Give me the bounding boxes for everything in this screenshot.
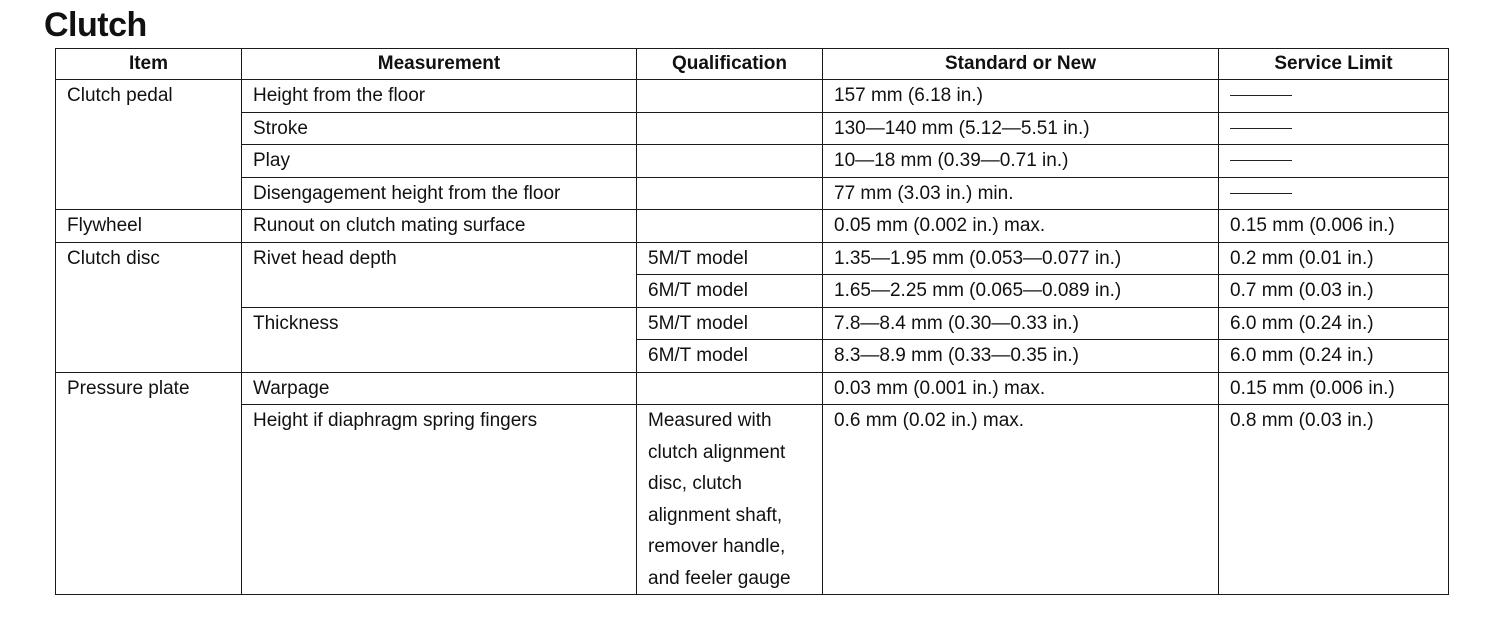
column-header: Qualification — [637, 49, 823, 80]
qualification-cell — [637, 372, 823, 405]
table-header-row — [56, 49, 1449, 80]
column-header: Item — [56, 49, 242, 80]
measurement-cell: Disengagement height from the floor — [242, 177, 637, 210]
table-row — [56, 80, 1449, 113]
standard-cell: 0.03 mm (0.001 in.) max. — [823, 372, 1219, 405]
qualification-cell — [637, 177, 823, 210]
standard-cell: 1.35—1.95 mm (0.053—0.077 in.) — [823, 242, 1219, 275]
limit-cell — [1219, 177, 1449, 210]
limit-cell — [1219, 112, 1449, 145]
standard-cell: 1.65—2.25 mm (0.065—0.089 in.) — [823, 275, 1219, 308]
qualification-cell — [637, 210, 823, 243]
measurement-cell: Rivet head depth — [242, 242, 637, 307]
qualification-line: Measured with — [648, 410, 772, 431]
item-cell: Clutch pedal — [56, 80, 242, 210]
qualification-line: remover handle, — [648, 536, 786, 557]
limit-cell — [1219, 145, 1449, 178]
measurement-cell: Height from the floor — [242, 80, 637, 113]
standard-cell: 157 mm (6.18 in.) — [823, 80, 1219, 113]
table-row — [56, 177, 1449, 210]
limit-cell: 0.15 mm (0.006 in.) — [1219, 210, 1449, 243]
limit-cell: 6.0 mm (0.24 in.) — [1219, 340, 1449, 373]
table-row — [56, 405, 1449, 595]
column-header: Service Limit — [1219, 49, 1449, 80]
measurement-cell: Thickness — [242, 307, 637, 372]
limit-cell: 0.7 mm (0.03 in.) — [1219, 275, 1449, 308]
table-row — [56, 112, 1449, 145]
measurement-cell: Warpage — [242, 372, 637, 405]
qualification-cell: 6M/T model — [637, 275, 823, 308]
qualification-line: clutch alignment — [648, 441, 786, 463]
item-cell: Flywheel — [56, 210, 242, 243]
standard-cell: 7.8—8.4 mm (0.30—0.33 in.) — [823, 307, 1219, 340]
not-applicable-dash — [1230, 128, 1292, 129]
measurement-cell: Stroke — [242, 112, 637, 145]
table-row — [56, 242, 1449, 275]
page-title: Clutch — [44, 6, 147, 44]
qualification-cell: 6M/T model — [637, 340, 823, 373]
not-applicable-dash — [1230, 193, 1292, 194]
qualification-line: and feeler gauge — [648, 567, 791, 589]
qualification-line: alignment shaft, — [648, 504, 783, 526]
limit-cell: 0.2 mm (0.01 in.) — [1219, 242, 1449, 275]
item-cell: Clutch disc — [56, 242, 242, 372]
qualification-cell — [637, 112, 823, 145]
table-row — [56, 210, 1449, 243]
qualification-cell — [637, 145, 823, 178]
qualification-cell: 5M/T model — [637, 307, 823, 340]
table-row — [56, 372, 1449, 405]
column-header: Measurement — [242, 49, 637, 80]
not-applicable-dash — [1230, 95, 1292, 96]
standard-cell: 77 mm (3.03 in.) min. — [823, 177, 1219, 210]
qualification-cell — [637, 80, 823, 113]
standard-cell: 10—18 mm (0.39—0.71 in.) — [823, 145, 1219, 178]
qualification-cell: 5M/T model — [637, 242, 823, 275]
measurement-cell: Play — [242, 145, 637, 178]
standard-cell: 8.3—8.9 mm (0.33—0.35 in.) — [823, 340, 1219, 373]
clutch-spec-table — [55, 48, 1449, 595]
limit-cell: 0.8 mm (0.03 in.) — [1219, 405, 1449, 595]
table-row — [56, 145, 1449, 178]
limit-cell: 6.0 mm (0.24 in.) — [1219, 307, 1449, 340]
table-row — [56, 307, 1449, 340]
not-applicable-dash — [1230, 160, 1292, 161]
column-header: Standard or New — [823, 49, 1219, 80]
standard-cell: 130—140 mm (5.12—5.51 in.) — [823, 112, 1219, 145]
limit-cell — [1219, 80, 1449, 113]
qualification-line: disc, clutch — [648, 473, 742, 494]
measurement-cell: Runout on clutch mating surface — [242, 210, 637, 243]
standard-cell: 0.05 mm (0.002 in.) max. — [823, 210, 1219, 243]
item-cell: Pressure plate — [56, 372, 242, 595]
limit-cell: 0.15 mm (0.006 in.) — [1219, 372, 1449, 405]
measurement-cell: Height if diaphragm spring fingers — [242, 405, 637, 595]
qualification-cell-multiline — [637, 405, 823, 595]
standard-cell: 0.6 mm (0.02 in.) max. — [823, 405, 1219, 595]
